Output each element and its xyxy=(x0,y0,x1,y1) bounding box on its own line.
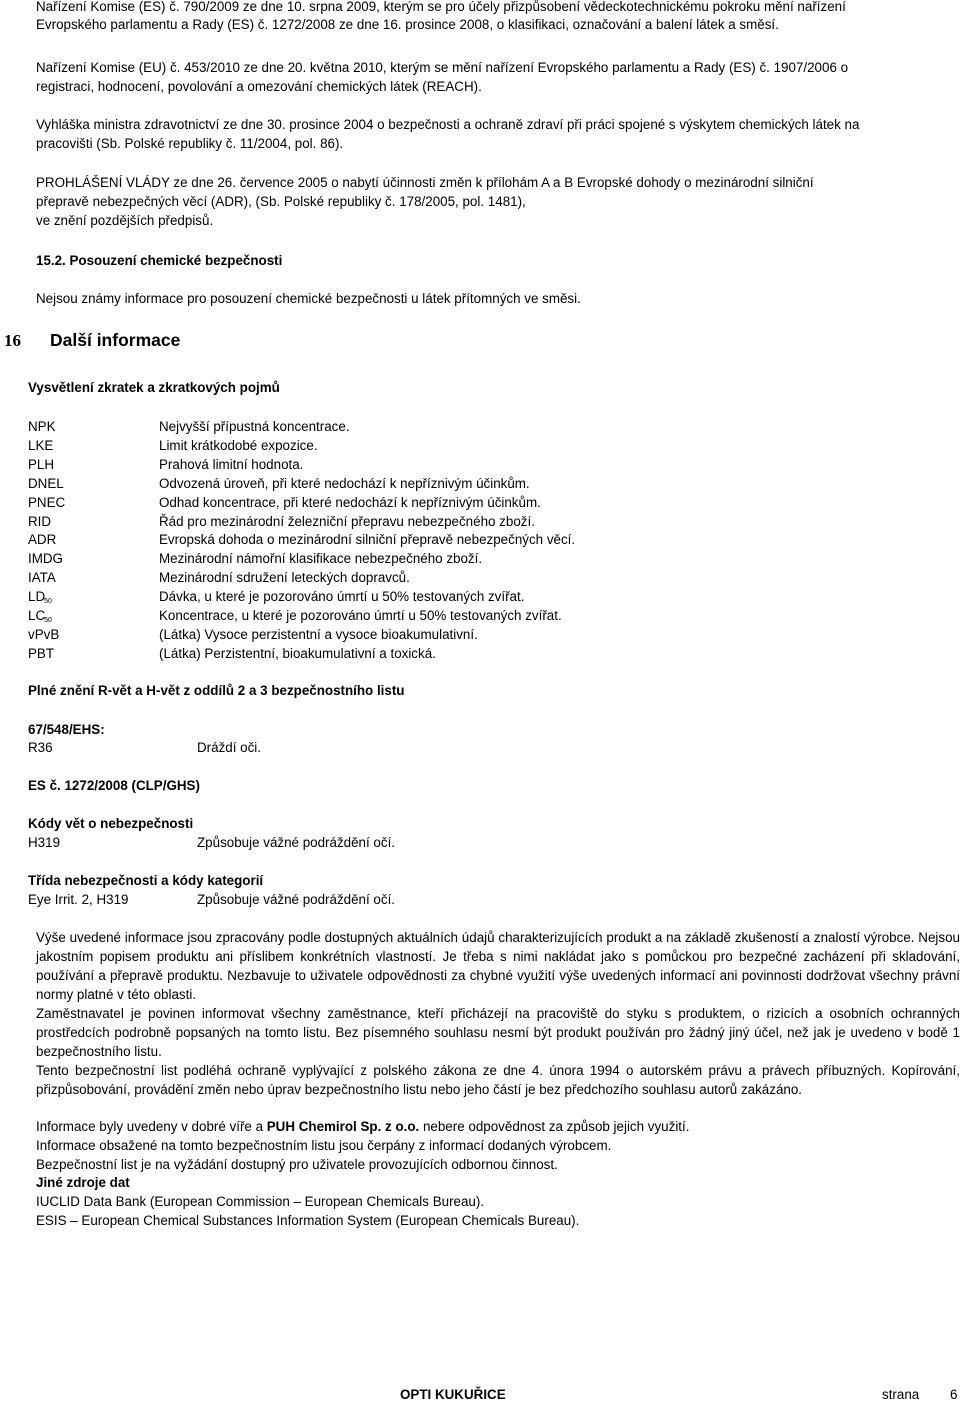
regulation-1-line-1: Nařízení Komise (ES) č. 790/2009 ze dne 10. srpna 2009, kterým se pro účely přizpůsobení vědeckotechnickému pokroku mění nařízení xyxy=(36,0,846,14)
section-15-2-title: 15.2. Posouzení chemické bezpečnosti xyxy=(36,253,283,268)
abbreviation-description: Odhad koncentrace, při které nedochází k nepříznivým účinkům. xyxy=(159,494,541,510)
section-15-2-text: Nejsou známy informace pro posouzení chemické bezpečnosti u látek přítomných ve směsi. xyxy=(36,291,581,306)
abbreviation-description: Evropská dohoda o mezinárodní silniční přepravě nebezpečných věcí. xyxy=(159,532,576,548)
hazard-class-code: Eye Irrit. 2, H319 xyxy=(28,892,129,907)
r36-code: R36 xyxy=(28,740,53,755)
r36-text: Dráždí oči. xyxy=(197,740,261,755)
hazard-codes-heading: Kódy vět o nebezpečnosti xyxy=(28,816,194,831)
abbreviations-heading: Vysvětlení zkratek a zkratkových pojmů xyxy=(28,380,280,395)
disclaimer-paragraph-6: Bezpečnostní list je na vyžádání dostupný pro uživatele provozujících odbornou činnost. xyxy=(36,1157,558,1172)
abbreviation-code: IMDG xyxy=(28,551,63,567)
abbreviation-description: Odvozená úroveň, při které nedochází k nepříznivým účinkům. xyxy=(159,475,530,491)
footer-page-label: strana xyxy=(882,1387,920,1402)
abbreviation-description: Prahová limitní hodnota. xyxy=(159,456,304,472)
company-name: PUH Chemirol Sp. z o.o. xyxy=(266,1119,420,1134)
disclaimer-paragraph-5: Informace obsažené na tomto bezpečnostním listu jsou čerpány z informací dodaných výrobcem. xyxy=(36,1138,612,1153)
abbreviation-code: vPvB xyxy=(28,626,60,642)
h319-code: H319 xyxy=(28,835,61,850)
abbreviation-description: Mezinárodní námořní klasifikace nebezpečného zboží. xyxy=(159,551,483,567)
abbreviation-description: Dávka, u které je pozorováno úmrtí u 50% testovaných zvířat. xyxy=(159,589,525,605)
disclaimer-p4-prefix: Informace byly uvedeny v dobré víře a xyxy=(36,1119,267,1134)
abbreviation-description: Koncentrace, u které je pozorováno úmrtí u 50% testovaných zvířat. xyxy=(159,608,562,623)
abbreviation-subscript: 50 xyxy=(44,617,52,624)
abbreviation-description: (Látka) Perzistentní, bioakumulativní a toxická. xyxy=(159,645,436,661)
abbreviation-code: RID xyxy=(28,513,52,529)
h319-text: Způsobuje vážné podráždění očí. xyxy=(197,835,396,850)
regulation-3-line-1: Vyhláška ministra zdravotnictví ze dne 30. prosince 2004 o bezpečnosti a ochraně zdraví při práci spojené s výskytem chemických látek na xyxy=(36,117,860,132)
other-sources-heading: Jiné zdroje dat xyxy=(36,1175,130,1190)
regulation-1-line-2: Evropského parlamentu a Rady (ES) č. 1272/2008 ze dne 16. prosince 2008, o klasifikaci, označování a balení látek a směsí. xyxy=(36,17,779,32)
abbreviation-code: PLH xyxy=(28,456,55,472)
hazard-class-heading: Třída nebezpečnosti a kódy kategorií xyxy=(28,873,264,888)
abbreviation-code: IATA xyxy=(28,570,56,586)
disclaimer-paragraph-2: Zaměstnavatel je povinen informovat všechny zaměstnance, kteří přicházejí na pracoviště do styku s produktem, o rizicích a osobních ochranných prostředcích podrobně popsaných na tomto listu. Bez písemného souhlasu nesmí být produkt používán pro žádný jiný účel, než jak je uvedeno v bodě 1 bezpečnostního listu. xyxy=(36,1006,960,1059)
clp-heading: ES č. 1272/2008 (CLP/GHS) xyxy=(28,778,200,793)
abbreviation-code: LC xyxy=(28,608,46,623)
abbreviation-code: PBT xyxy=(28,645,55,661)
regulation-3-line-2: pracovišti (Sb. Polské republiky č. 11/2004, pol. 86). xyxy=(36,136,344,151)
abbreviation-description: Nejvyšší přípustná koncentrace. xyxy=(159,419,350,434)
hazard-class-text: Způsobuje vážné podráždění očí. xyxy=(197,892,396,907)
regulation-2-line-1: Nařízení Komise (EU) č. 453/2010 ze dne 20. května 2010, kterým se mění nařízení Evropského parlamentu a Rady (ES) č. 1907/2006 o xyxy=(36,60,849,75)
regulation-4-line-3: ve znění pozdějších předpisů. xyxy=(36,213,214,228)
abbreviation-code: ADR xyxy=(28,532,57,548)
source-iuclid: IUCLID Data Bank (European Commission – European Chemicals Bureau). xyxy=(36,1194,485,1209)
disclaimer-paragraph-1: Výše uvedené informace jsou zpracovány podle dostupných aktuálních údajů charakterizujících produkt a na základě zkušeností a znalostí výrobce. Nejsou jakostním popisem produktu ani příslibem konkrétních vlastností. Je třeba s nimi nakládat jako s pomůckou pro bezpečné zacházení při skladování, používání a přepravě produktu. Nezbavuje to uživatele odpovědnosti za chybné využití výše uvedených informací ani povinnosti dodržovat všechny právní normy platné v této oblasti. xyxy=(36,930,960,1002)
abbreviation-code: NPK xyxy=(28,419,56,434)
abbreviation-description: Mezinárodní sdružení leteckých dopravců. xyxy=(159,570,410,586)
section-16-number: 16 xyxy=(4,331,21,350)
eec-heading: 67/548/EHS: xyxy=(28,722,105,737)
abbreviation-code: LKE xyxy=(28,437,54,453)
abbreviation-subscript: 50 xyxy=(44,598,52,606)
full-text-heading: Plné znění R-vět a H-vět z oddílů 2 a 3 bezpečnostního listu xyxy=(28,683,405,698)
footer-page-number: 6 xyxy=(950,1387,958,1402)
abbreviation-code: LD xyxy=(28,589,46,605)
disclaimer-paragraph-4 xyxy=(36,1117,689,1136)
abbreviation-description: Řád pro mezinárodní železniční přepravu nebezpečného zboží. xyxy=(159,513,535,529)
abbreviation-code: DNEL xyxy=(28,475,64,491)
abbreviation-description: (Látka) Vysoce perzistentní a vysoce bioakumulativní. xyxy=(159,626,478,642)
footer-product-name: OPTI KUKUŘICE xyxy=(400,1387,506,1402)
abbreviation-code: PNEC xyxy=(28,494,66,510)
regulation-4-line-2: přepravě nebezpečných věcí (ADR), (Sb. Polské republiky č. 178/2005, pol. 1481), xyxy=(36,194,526,209)
disclaimer-paragraph-3: Tento bezpečnostní list podléhá ochraně vyplývající z polského zákona ze dne 4. února 1994 o autorském právu a právech příbuzných. Kopírování, přizpůsobování, provádění změn nebo úprav bezpečnostního listu nebo jeho částí je bez předchozího souhlasu autorů zakázáno. xyxy=(36,1063,960,1097)
section-16-title: Další informace xyxy=(50,330,181,350)
disclaimer-p4-suffix: nebere odpovědnost za způsob jejich využití. xyxy=(419,1119,690,1134)
regulation-2-line-2: registraci, hodnocení, povolování a omezování chemických látek (REACH). xyxy=(36,79,482,94)
abbreviation-description: Limit krátkodobé expozice. xyxy=(159,437,318,453)
regulation-4-line-1: PROHLÁŠENÍ VLÁDY ze dne 26. července 2005 o nabytí účinnosti změn k přílohám A a B Evropské dohody o mezinárodní silniční xyxy=(36,175,814,190)
source-esis: ESIS – European Chemical Substances Information System (European Chemicals Bureau). xyxy=(36,1213,580,1228)
